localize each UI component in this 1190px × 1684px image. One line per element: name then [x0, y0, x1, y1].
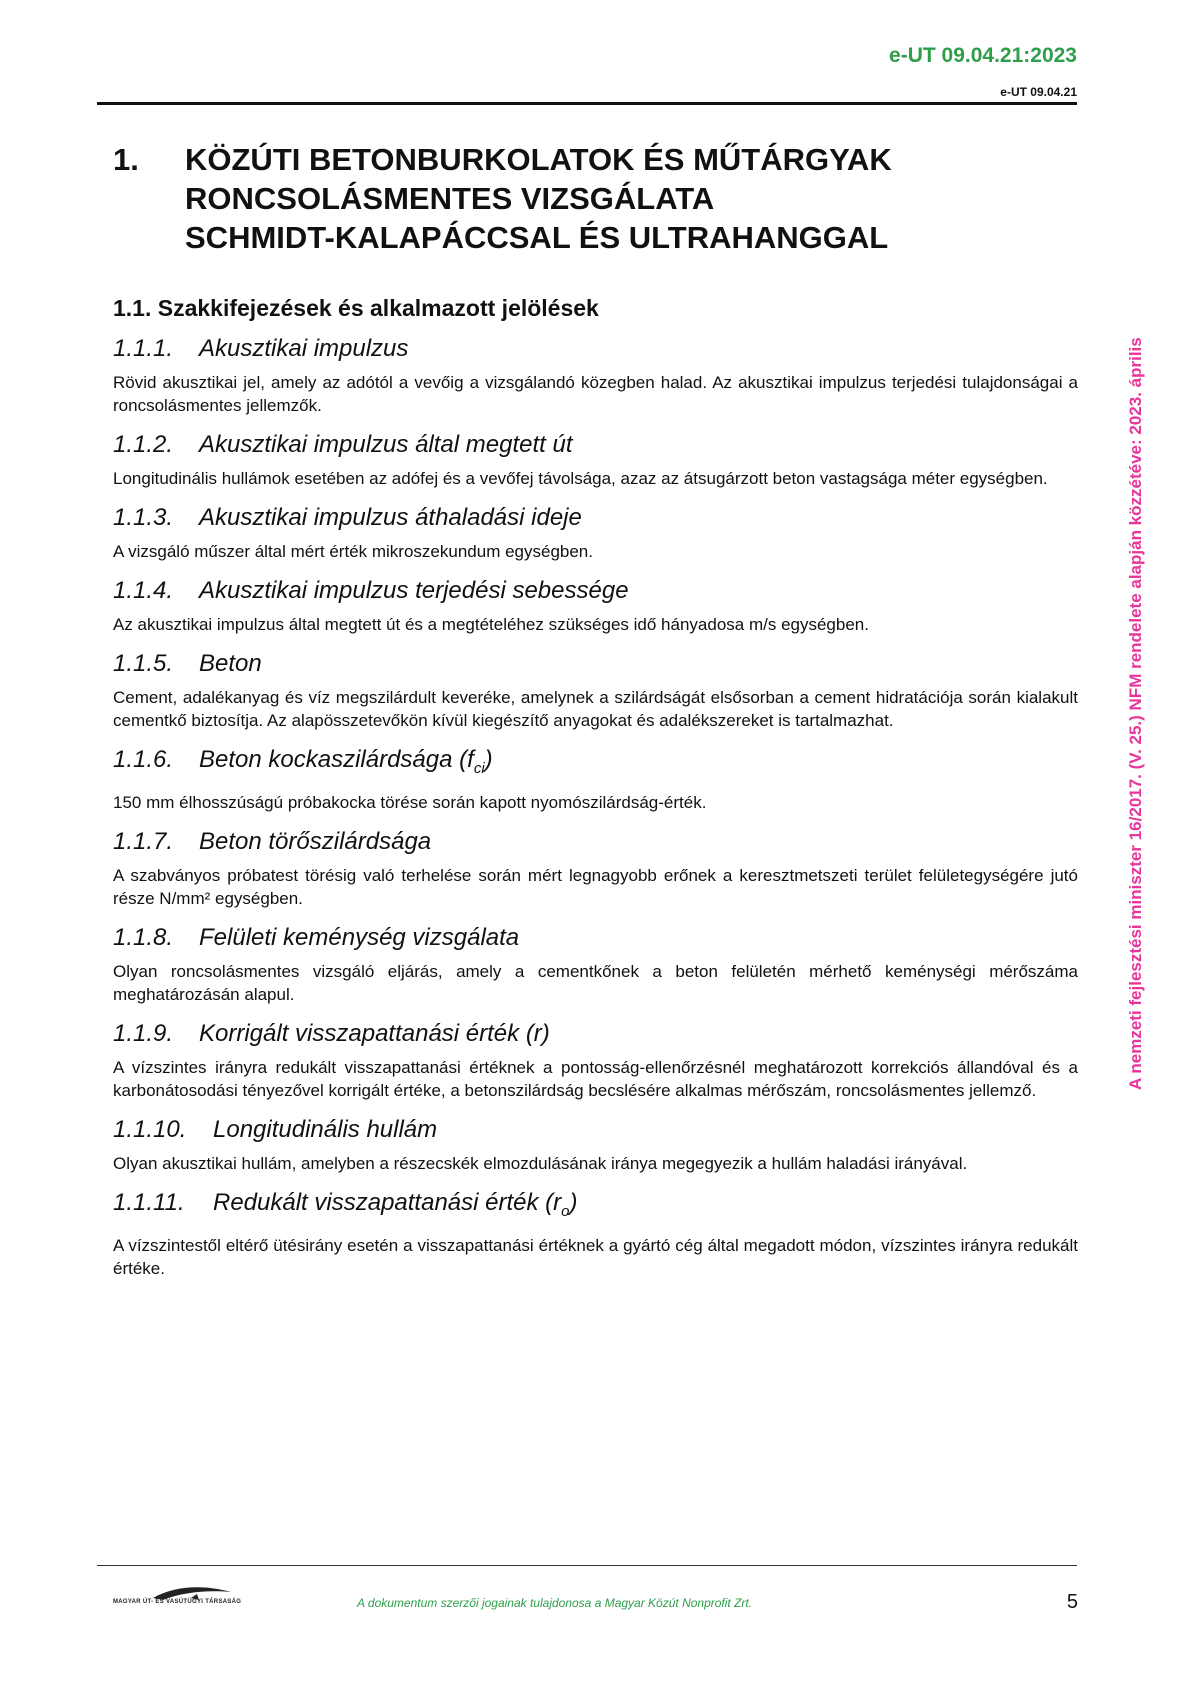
term-title: Akusztikai impulzus — [199, 335, 409, 362]
term-heading — [113, 1187, 1078, 1228]
term-number: 1.1.11. — [113, 1188, 185, 1216]
term-title-subscript: o — [561, 1202, 570, 1220]
term-heading — [113, 826, 1078, 858]
term-definition: Olyan roncsolásmentes vizsgáló eljárás, amely a cementkőnek a beton felületén mérhető keménységi mérőszáma meghatározásán alapul. — [113, 961, 1078, 1004]
term-definition: A vízszintes irányra redukált visszapattanási értéknek a pontosság-ellenőrzésnél meghatározott korrekciós állandóval és a karbonátosodási tényezővel korrigált értéke, a betonszilárdság becslésére alkalmas mérőszám, roncsolásmentes jellemző. — [113, 1057, 1078, 1100]
term-title: Akusztikai impulzus által megtett út — [199, 431, 573, 458]
term-title — [199, 744, 493, 785]
term-heading — [113, 648, 1078, 680]
term-definition: Az akusztikai impulzus által megtett út és a megtételéhez szükséges idő hányadosa m/s egységben. — [113, 615, 869, 634]
term-number: 1.1.5. — [113, 650, 174, 677]
term-heading — [113, 922, 1078, 954]
term-title: Beton törőszilárdsága — [199, 827, 432, 855]
term-heading — [113, 1114, 1078, 1146]
copyright-notice: A dokumentum szerzői jogainak tulajdonosa a Magyar Közút Nonprofit Zrt. — [357, 1596, 753, 1610]
term-definition: Longitudinális hullámok esetében az adófej és a vevőfej távolsága, azaz az átsugárzott beton vastagsága méter egységben. — [113, 469, 1048, 488]
term-heading — [113, 502, 1078, 534]
term-number: 1.1.1. — [113, 335, 174, 362]
term-title — [213, 1187, 578, 1228]
term-heading — [113, 429, 1078, 461]
chapter-title-line: SCHMIDT-KALAPÁCCSAL ÉS ULTRAHANGGAL — [185, 220, 889, 255]
term-title-text: Redukált visszapattanási érték (r — [213, 1188, 562, 1216]
term-title: Felületi keménység vizsgálata — [199, 923, 520, 951]
term-title: Longitudinális hullám — [213, 1115, 438, 1143]
term-number: 1.1.3. — [113, 504, 174, 531]
footer-rule — [97, 1565, 1077, 1566]
header-rule — [97, 102, 1077, 105]
term-definition: A vizsgáló műszer által mért érték mikroszekundum egységben. — [113, 542, 593, 561]
term-title: Akusztikai impulzus áthaladási ideje — [199, 504, 582, 531]
term-definition: Cement, adalékanyag és víz megszilárdult keveréke, amelynek a szilárdságát elsősorban a cement hidratációja során kialakult cementkő biztosítja. Az alapösszetevőkön kívül kiegészítő anyagokat és adalékszereket is tartalmazhat. — [113, 688, 1078, 730]
document-code-small: e-UT 09.04.21 — [1000, 85, 1077, 99]
term-number: 1.1.4. — [113, 577, 174, 604]
term-heading — [113, 1018, 1078, 1050]
term-title-subscript: ci — [473, 759, 485, 777]
term-heading — [113, 333, 1078, 365]
term-number: 1.1.2. — [113, 431, 174, 458]
page-content — [113, 140, 1078, 1292]
chapter-title-line: RONCSOLÁSMENTES VIZSGÁLATA — [185, 181, 715, 216]
publication-note: A nemzeti fejlesztési miniszter 16/2017. (V. 25.) NFM rendelete alapján közzétéve: 2023. április — [1126, 337, 1145, 1090]
term-definition: 150 mm élhosszúságú próbakocka törése során kapott nyomószilárdság-érték. — [113, 792, 707, 812]
term-title-text: Beton kockaszilárdsága (f — [199, 746, 474, 773]
term-number: 1.1.6. — [113, 746, 174, 773]
chapter-heading — [113, 140, 1078, 257]
term-definition: Olyan akusztikai hullám, amelyben a részecskék elmozdulásának iránya megegyezik a hullám haladási irányával. — [113, 1153, 968, 1173]
term-definition: Rövid akusztikai jel, amely az adótól a vevőig a vizsgálandó közegben halad. Az akusztikai impulzus terjedési tulajdonságai a roncsolásmentes jellemzők. — [113, 373, 1078, 415]
term-definition: A szabványos próbatest törésig való terhelése során mért legnagyobb erőnek a keresztmetszeti terület felületegységére jutó része N/mm² egységben. — [113, 865, 1078, 908]
term-title: Akusztikai impulzus terjedési sebessége — [199, 577, 629, 604]
term-title: Korrigált visszapattanási érték (r) — [199, 1019, 550, 1047]
term-title-end: ) — [569, 1188, 578, 1216]
term-definition: A vízszintestől eltérő ütésirány esetén a visszapattanási értéknek a gyártó cég által megadott módon, vízszintes irányra redukált értéke. — [113, 1235, 1078, 1278]
term-number: 1.1.7. — [113, 827, 174, 855]
term-title-end: ) — [484, 746, 493, 773]
term-heading — [113, 744, 1078, 785]
term-number: 1.1.8. — [113, 923, 174, 951]
term-number: 1.1.9. — [113, 1019, 174, 1047]
section-heading: 1.1. Szakkifejezések és alkalmazott jelölések — [113, 295, 599, 321]
term-number: 1.1.10. — [113, 1115, 187, 1143]
term-title: Beton — [199, 650, 262, 677]
chapter-number: 1. — [113, 142, 139, 177]
page-number: 5 — [1066, 1591, 1078, 1613]
organization-logo-text: MAGYAR ÚT- ÉS VASÚTÜGYI TÁRSASÁG — [113, 1599, 242, 1605]
chapter-title — [185, 140, 1078, 257]
document-code: e-UT 09.04.21:2023 — [889, 44, 1077, 67]
term-heading — [113, 575, 1078, 607]
chapter-title-line: KÖZÚTI BETONBURKOLATOK ÉS MŰTÁRGYAK — [185, 142, 892, 177]
